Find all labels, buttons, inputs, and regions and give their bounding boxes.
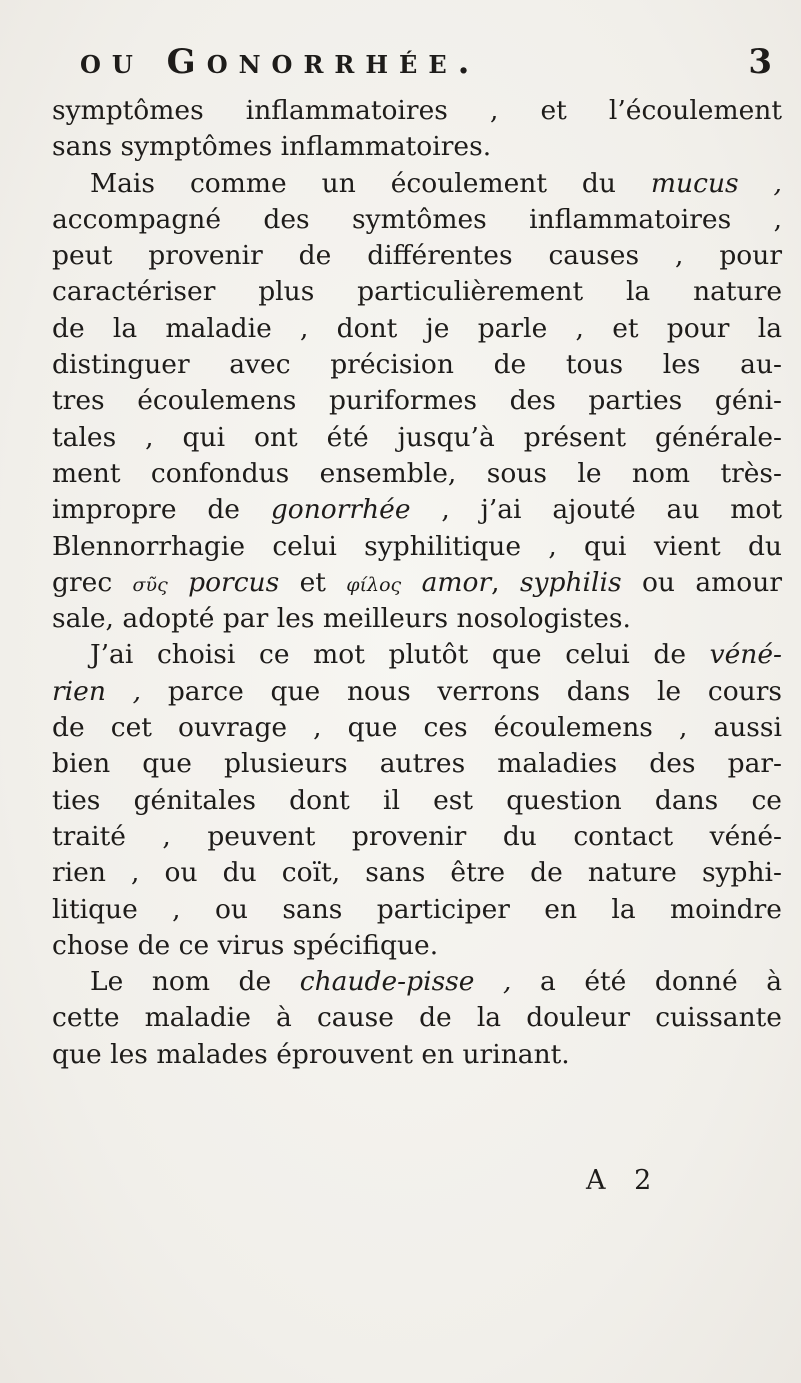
greek-word: σῦς (132, 573, 168, 596)
text-line: chose de ce virus spécifique. (52, 929, 439, 961)
text-line: grec σῦς porcus et φίλος amor, syphilis ou amour (52, 566, 782, 598)
body-text (52, 93, 782, 1073)
text-line: distinguer avec précision de tous les au- (52, 349, 782, 381)
text-line: J’ai choisi ce mot plutôt que celui de véné- (90, 639, 782, 671)
page-number: 3 (748, 42, 772, 82)
text-line: ment confondus ensemble, sous le nom très- (52, 457, 782, 489)
text-line: Mais comme un écoulement du mucus , (90, 167, 782, 199)
text-line: sans symptômes inflammatoires. (52, 131, 492, 163)
text-line: de la maladie , dont je parle , et pour la (52, 312, 782, 344)
italic-term: véné- (709, 639, 782, 671)
signature-mark: A 2 (586, 1165, 662, 1196)
text-line: symptômes inflammatoires , et l’écoulement (52, 95, 782, 126)
text-line: rien , parce que nous verrons dans le cours (52, 675, 782, 707)
text-line: rien , ou du coït, sans être de nature syphi- (52, 857, 782, 889)
text-line: accompagné des symtômes inflammatoires , (52, 203, 782, 235)
text-line: tres écoulemens puriformes des parties géni- (52, 385, 782, 417)
text-line: cette maladie à cause de la douleur cuissante (52, 1002, 782, 1034)
italic-term: chaude-pisse , (299, 966, 512, 998)
text-line: traité , peuvent provenir du contact véné- (52, 820, 782, 852)
text-line: caractériser plus particulièrement la nature (52, 276, 782, 308)
text-line: tales , qui ont été jusqu’à présent générale- (52, 421, 782, 453)
greek-word: φίλος (346, 573, 402, 596)
italic-term: gonorrhée (270, 494, 411, 526)
italic-term: porcus (188, 566, 280, 598)
italic-term: amor (421, 566, 492, 598)
text-line: sale, adopté par les meilleurs nosologistes. (52, 603, 631, 635)
text-line: impropre de gonorrhée , j’ai ajouté au mot (52, 494, 782, 526)
text-line: Le nom de chaude-pisse , a été donné à (90, 966, 783, 998)
text-line: que les malades éprouvent en urinant. (52, 1038, 570, 1070)
italic-term: rien , (52, 675, 142, 707)
italic-term: mucus , (650, 167, 782, 199)
italic-term: syphilis (519, 566, 622, 598)
text-line: peut provenir de différentes causes , pour (52, 240, 782, 272)
text-line: ties génitales dont il est question dans ce (52, 784, 782, 816)
text-line: Blennorrhagie celui syphilitique , qui vient du (52, 530, 782, 562)
text-line: de cet ouvrage , que ces écoulemens , aussi (52, 712, 782, 744)
running-head (80, 42, 780, 86)
running-title: ou Gonorrhée. (80, 42, 481, 82)
text-line: bien que plusieurs autres maladies des par- (52, 748, 782, 780)
text-line: litique , ou sans participer en la moindre (52, 893, 782, 925)
